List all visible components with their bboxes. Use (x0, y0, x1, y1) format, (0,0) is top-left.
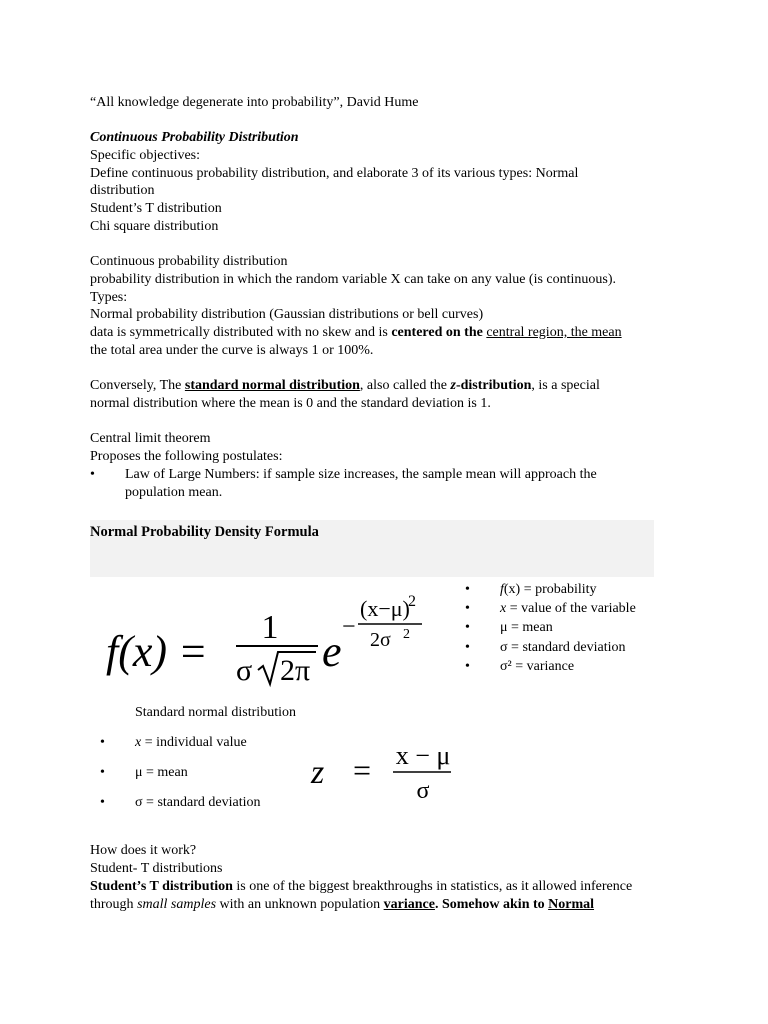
normal-distribution-line: Normal probability distribution (Gaussian distributions or bell curves) (90, 307, 484, 322)
symmetry-line (90, 324, 670, 342)
conversely-line2: normal distribution where the mean is 0 and the standard deviation is 1. (90, 396, 491, 411)
z-letter: z (450, 378, 456, 393)
legend-text: = variance (511, 658, 575, 674)
formula-exp-numerator: (x−μ) (360, 596, 410, 621)
student-text-3: with an unknown population (216, 897, 384, 912)
conversely-text: Conversely, The (90, 378, 185, 393)
list-item (500, 580, 636, 599)
formula-exp-den-power: 2 (403, 627, 410, 642)
continuous-title: Continuous probability distribution (90, 254, 288, 269)
student-text: is one of the biggest breakthroughs in statistics, as it allowed inference (232, 879, 633, 894)
standard-title: Standard normal distribution (135, 705, 296, 720)
formula-two-pi: 2π (280, 654, 311, 687)
z-numerator: x − μ (395, 741, 451, 770)
types-label: Types: (90, 290, 128, 305)
normal-pdf-formula (100, 590, 440, 690)
small-samples: small samples (137, 897, 217, 912)
list-item (500, 599, 636, 618)
quote: “All knowledge degenerate into probability”, David Hume (90, 95, 419, 110)
formula-exp-power: 2 (408, 593, 416, 610)
central-region-link[interactable]: central region, the mean (486, 325, 622, 340)
z-symbol: z (311, 754, 325, 791)
section-heading: Continuous Probability Distribution (90, 130, 299, 145)
standard-normal-link[interactable]: standard normal distribution (184, 378, 360, 393)
legend-text: = mean (507, 620, 553, 636)
item-symbol: σ (135, 795, 143, 810)
legend-symbol: σ² (500, 658, 512, 674)
list-item (135, 764, 260, 794)
how-question: How does it work? (90, 843, 197, 858)
formula-heading: Normal Probability Density Formula (90, 524, 319, 540)
conversely-text-2: , also called the (359, 378, 451, 393)
z-equals: = (353, 752, 372, 788)
formula-exp-minus: − (342, 614, 356, 640)
list-item (135, 734, 260, 764)
objective-define-line2: distribution (90, 183, 155, 198)
law-line1: • Law of Large Numbers: if sample size increases, the sample mean will approach the (125, 467, 597, 482)
student-line1 (90, 878, 670, 896)
legend-symbol: σ (500, 639, 508, 655)
normal-link[interactable]: Normal (548, 897, 595, 912)
list-item (500, 657, 636, 676)
item-text: = mean (142, 765, 188, 780)
item-symbol: μ (135, 765, 143, 780)
item-symbol: x (135, 735, 142, 750)
item-text: = individual value (141, 735, 247, 750)
list-item (500, 618, 636, 637)
conversely-text-3: , is a special (531, 378, 600, 393)
student-text-2: through (90, 897, 138, 912)
student-term: Student’s T distribution (90, 879, 233, 894)
legend-symbol: μ (500, 620, 508, 636)
law-line2: population mean. (125, 484, 223, 500)
formula-e: e (322, 627, 342, 676)
clt-list (125, 466, 597, 501)
legend-text: = probability (520, 582, 597, 597)
list-item (125, 466, 597, 501)
student-title: Student- T distributions (90, 861, 223, 876)
formula-lhs: f(x) = (106, 627, 208, 676)
formula-sigma: σ (236, 654, 253, 687)
z-score-formula (305, 740, 465, 806)
objective-t-distribution: Student’s T distribution (90, 201, 222, 216)
formula-numerator: 1 (261, 609, 279, 646)
list-item (500, 638, 636, 657)
item-text: = standard deviation (142, 795, 261, 810)
objective-define-line1: Define continuous probability distribution, and elaborate 3 of its various types: Normal (90, 166, 579, 181)
standard-list (135, 734, 260, 824)
legend-text: = value of the variable (506, 601, 636, 617)
symmetry-text: data is symmetrically distributed with no skew and is (90, 325, 392, 340)
centered-text: centered on the (391, 325, 483, 340)
legend-paren: (x) (503, 582, 521, 597)
objective-chi-square: Chi square distribution (90, 219, 219, 234)
list-item (135, 794, 260, 824)
z-distribution-text: -distribution (455, 378, 532, 393)
objectives-label: Specific objectives: (90, 148, 201, 163)
conversely-line1 (90, 377, 670, 395)
pdf-legend-list (500, 580, 636, 676)
variance-link[interactable]: variance (383, 897, 435, 912)
z-denominator: σ (416, 778, 430, 804)
continuous-description: probability distribution in which the random variable X can take on any value (is continuous). (90, 272, 617, 287)
legend-text: = standard deviation (507, 639, 626, 655)
clt-proposes: Proposes the following postulates: (90, 449, 283, 464)
legend-symbol: f (500, 582, 504, 597)
legend-symbol: x (500, 601, 507, 617)
formula-exp-denominator: 2σ (370, 629, 391, 651)
akin-text: . Somehow akin to (434, 897, 549, 912)
clt-title: Central limit theorem (90, 431, 211, 446)
area-line: the total area under the curve is always 1 or 100%. (90, 343, 374, 358)
student-line2 (90, 896, 670, 914)
